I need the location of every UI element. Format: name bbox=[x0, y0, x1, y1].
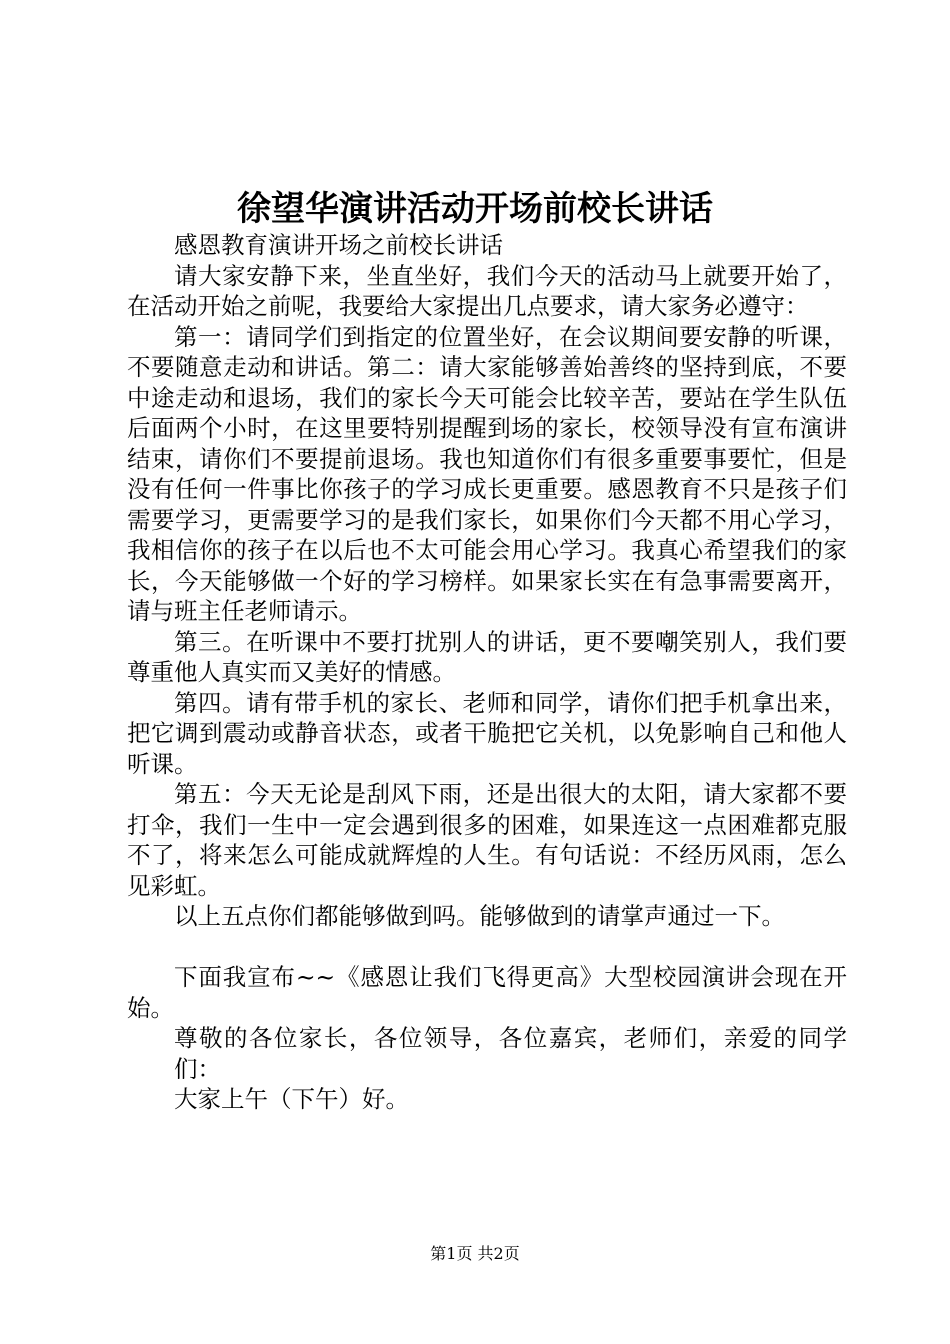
paragraph-summary: 以上五点你们都能够做到吗。能够做到的请掌声通过一下。 bbox=[174, 902, 785, 930]
paragraph-rule-five: 第五：今天无论是刮风下雨，还是出很大的太阳，请大家都不要打伞，我们一生中一定会遇到很多的困难，如果连这一点困难都克服不了，将来怎么可能成就辉煌的人生。有句话说：不经历风雨，怎么见彩虹。 bbox=[127, 780, 847, 900]
paragraph-intro: 请大家安静下来，坐直坐好，我们今天的活动马上就要开始了，在活动开始之前呢，我要给大家提出几点要求，请大家务必遵守： bbox=[127, 261, 847, 320]
page-number-footer: 第1页 共2页 bbox=[430, 1244, 520, 1263]
paragraph-rule-three: 第三。在听课中不要打扰别人的讲话，更不要嘲笑别人，我们要尊重他人真实而又美好的情感。 bbox=[127, 627, 847, 686]
paragraph-rule-four: 第四。请有带手机的家长、老师和同学，请你们把手机拿出来，把它调到震动或静音状态，或者干脆把它关机，以免影响自己和他人听课。 bbox=[127, 688, 847, 778]
paragraph-subtitle: 感恩教育演讲开场之前校长讲话 bbox=[174, 231, 503, 259]
document-title: 徐望华演讲活动开场前校长讲话 bbox=[237, 189, 713, 229]
paragraph-rule-one-two: 第一：请同学们到指定的位置坐好，在会议期间要安静的听课，不要随意走动和讲话。第二：请大家能够善始善终的坚持到底，不要中途走动和退场，我们的家长今天可能会比较辛苦，要站在学生队伍后面两个小时，在这里要特别提醒到场的家长，校领导没有宣布演讲结束，请你们不要提前退场。我也知道你们有很多重要事要忙，但是没有任何一件事比你孩子的学习成长更重要。感恩教育不只是孩子们需要学习，更需要学习的是我们家长，如果你们今天都不用心学习，我相信你的孩子在以后也不太可能会用心学习。我真心希望我们的家长，今天能够做一个好的学习榜样。如果家长实在有急事需要离开，请与班主任老师请示。 bbox=[127, 322, 847, 625]
document-body bbox=[127, 230, 847, 1115]
paragraph-greeting: 大家上午（下午）好。 bbox=[174, 1085, 409, 1113]
paragraph-announcement: 下面我宣布~~《感恩让我们飞得更高》大型校园演讲会现在开始。 bbox=[127, 963, 847, 1022]
paragraph-greeting-address: 尊敬的各位家长，各位领导，各位嘉宾，老师们，亲爱的同学们： bbox=[174, 1024, 847, 1083]
